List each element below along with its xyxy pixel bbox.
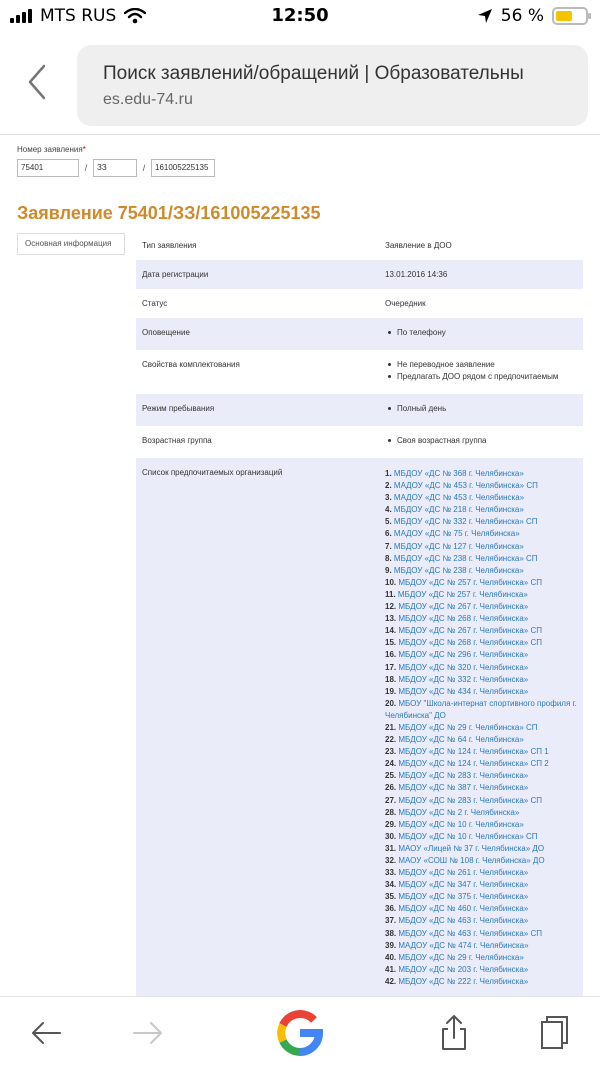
org-list-item[interactable] (385, 831, 583, 843)
org-link[interactable]: МБДОУ «ДС № 283 г. Челябинска» СП (398, 795, 542, 805)
org-link[interactable]: МБДОУ «ДС № 64 г. Челябинска» (398, 735, 524, 745)
row-status: Статус Очередник (142, 299, 426, 308)
org-link[interactable]: МАОУ «Лицей № 37 г. Челябинска» ДО (398, 843, 545, 853)
org-number: 41. (385, 964, 397, 974)
org-number: 15. (385, 638, 397, 648)
org-link[interactable]: МБДОУ «ДС № 124 г. Челябинска» СП 1 (398, 747, 549, 757)
org-number: 29. (385, 819, 397, 829)
org-link[interactable]: МБДОУ «ДС № 268 г. Челябинска» (398, 614, 529, 624)
org-link[interactable]: МБДОУ «ДС № 124 г. Челябинска» СП 2 (398, 759, 549, 769)
org-link[interactable]: МБДОУ «ДС № 283 г. Челябинска» (398, 771, 529, 781)
org-number: 32. (385, 856, 397, 865)
org-number: 1. (385, 469, 392, 478)
org-list-item[interactable] (385, 601, 583, 613)
org-link[interactable]: МБДОУ «ДС № 261 г. Челябинска» (398, 868, 529, 878)
org-link[interactable]: МБДОУ «ДС № 463 г. Челябинска» СП (398, 928, 542, 938)
org-link[interactable]: МБДОУ «ДС № 10 г. Челябинска» (398, 819, 524, 829)
application-details-table (136, 231, 583, 996)
org-number: 5. (385, 517, 392, 527)
page-content (0, 134, 600, 996)
carrier-name: MTS RUS (40, 6, 117, 26)
org-number: 40. (385, 952, 397, 962)
org-link[interactable]: МБДОУ «ДС № 434 г. Челябинска» (398, 686, 529, 696)
location-arrow-icon (477, 8, 493, 24)
org-number: 12. (385, 602, 397, 612)
status-bar (0, 0, 600, 34)
battery-level (556, 11, 572, 21)
row-stay-mode: Режим пребывания Полный день (136, 394, 583, 426)
org-list-item[interactable] (385, 662, 583, 674)
org-number: 14. (385, 626, 397, 636)
org-number: 3. (385, 493, 392, 503)
row-age-group: Возрастная группа Своя возрастная группа (136, 426, 583, 458)
org-number: 11. (385, 589, 396, 599)
row-type: Тип заявления Заявление в ДОО (142, 241, 452, 250)
chevron-left-icon[interactable] (20, 62, 56, 102)
org-link[interactable]: МБДОУ «ДС № 296 г. Челябинска» (398, 650, 529, 660)
org-number: 4. (385, 505, 392, 515)
org-list-item[interactable] (385, 589, 583, 601)
org-list-item[interactable] (385, 613, 583, 625)
org-list-item[interactable] (385, 891, 583, 903)
org-link[interactable]: МАДОУ «ДС № 453 г. Челябинска» (393, 493, 525, 503)
org-list-item[interactable] (385, 867, 583, 879)
org-list-item[interactable] (385, 468, 583, 480)
org-number: 19. (385, 686, 397, 696)
org-link[interactable]: МАДОУ «ДС № 453 г. Челябинска» СП (393, 481, 538, 491)
org-list-item[interactable] (385, 782, 583, 794)
org-link[interactable]: МБДОУ «ДС № 387 г. Челябинска» (398, 783, 529, 793)
org-list-item[interactable] (385, 952, 583, 964)
org-list-item[interactable] (385, 480, 583, 492)
org-link[interactable]: МБДОУ «ДС № 332 г. Челябинска» СП (393, 517, 538, 527)
org-link[interactable]: МАДОУ «ДС № 75 г. Челябинска» (393, 529, 520, 539)
org-link[interactable]: МБДОУ «ДС № 222 г. Челябинска» (398, 976, 529, 986)
org-number: 33. (385, 868, 397, 878)
row-allocation-properties: Свойства комплектования Не переводное заявление Предлагать ДОО рядом с предпочитаемым (136, 350, 583, 394)
org-list-item[interactable] (385, 940, 583, 952)
org-number: 20. (385, 698, 397, 708)
org-list-item[interactable] (385, 565, 583, 577)
row-registration-date: Дата регистрации 13.01.2016 14:36 (136, 260, 583, 289)
org-link[interactable]: МАДОУ «ДС № 474 г. Челябинска» (398, 940, 529, 950)
org-list-item[interactable] (385, 625, 583, 637)
org-number: 27. (385, 795, 397, 805)
org-link[interactable]: МБДОУ «ДС № 268 г. Челябинска» СП (398, 638, 542, 648)
org-number: 2. (385, 481, 392, 491)
row-notification: Оповещение По телефону (136, 318, 583, 350)
org-link[interactable]: МБДОУ «ДС № 127 г. Челябинска» (393, 541, 524, 551)
org-list-item[interactable] (385, 807, 583, 819)
org-number: 38. (385, 928, 397, 938)
org-link[interactable]: МБДОУ «ДС № 332 г. Челябинска» (398, 674, 529, 684)
application-number-label: Номер заявления* (17, 145, 86, 154)
list-item: Не переводное заявление (385, 360, 583, 369)
org-number: 30. (385, 831, 397, 841)
org-link[interactable]: МБДОУ «ДС № 463 г. Челябинска» (398, 916, 529, 926)
preferred-orgs-list (385, 468, 583, 988)
org-link[interactable]: МБДОУ «ДС № 368 г. Челябинска» (393, 469, 524, 478)
org-list-item[interactable] (385, 528, 583, 540)
org-list-item[interactable] (385, 758, 583, 770)
org-link[interactable]: МБДОУ «ДС № 347 г. Челябинска» (398, 880, 529, 890)
org-number: 17. (385, 662, 397, 672)
browser-address-bar (0, 34, 600, 134)
tab-main-info[interactable]: Основная информация (17, 233, 125, 255)
org-list-item[interactable] (385, 843, 583, 855)
org-number: 21. (385, 722, 397, 732)
org-list-item[interactable] (385, 722, 583, 734)
org-list-item[interactable] (385, 928, 583, 940)
org-number: 24. (385, 759, 397, 769)
tabs-icon[interactable] (534, 1013, 574, 1053)
clock: 12:50 (271, 5, 329, 26)
org-link[interactable]: МБДОУ «ДС № 2 г. Челябинска» (398, 807, 520, 817)
list-item: По телефону (385, 328, 583, 337)
org-link[interactable]: МБДОУ «ДС № 257 г. Челябинска» (397, 589, 528, 599)
org-link[interactable]: МБДОУ «ДС № 375 г. Челябинска» (398, 892, 529, 902)
application-title: Заявление 75401/ЗЗ/161005225135 (17, 203, 321, 223)
application-number-row: 75401 / ЗЗ / 161005225135 (17, 159, 215, 177)
org-list-item[interactable] (385, 879, 583, 891)
org-number: 36. (385, 904, 397, 914)
org-link[interactable]: МБДОУ «ДС № 460 г. Челябинска» (398, 904, 529, 914)
org-link[interactable]: МБДОУ «ДС № 218 г. Челябинска» (393, 505, 524, 515)
org-list-item[interactable] (385, 492, 583, 504)
org-list-item[interactable] (385, 964, 583, 976)
org-number: 28. (385, 807, 397, 817)
org-list-item[interactable] (385, 674, 583, 686)
org-link[interactable]: МБОУ "Школа-интернат спортивного профиля г. Челябинска" ДО (385, 698, 577, 720)
back-arrow-icon[interactable] (26, 1013, 66, 1053)
org-list-item[interactable] (385, 698, 583, 722)
org-list-item[interactable] (385, 915, 583, 927)
org-number: 22. (385, 735, 397, 745)
list-item: Предлагать ДОО рядом с предпочитаемым (385, 372, 583, 381)
number-part3-input[interactable]: 161005225135 (151, 159, 215, 177)
org-number: 23. (385, 747, 397, 757)
page-title: Поиск заявлений/обращений | Образовательны (103, 63, 524, 84)
org-number: 26. (385, 783, 397, 793)
org-number: 39. (385, 940, 397, 950)
org-link[interactable]: МБДОУ «ДС № 267 г. Челябинска» СП (398, 626, 542, 636)
org-list-item[interactable] (385, 516, 583, 528)
org-list-item[interactable] (385, 819, 583, 831)
org-number: 42. (385, 976, 397, 986)
org-list-item[interactable] (385, 976, 583, 988)
list-item: Полный день (385, 404, 583, 413)
org-number: 8. (385, 553, 392, 563)
row-preferred-orgs: Список предпочитаемых организаций 1. МБДОУ «ДС № 368 г. Челябинска» 2. МАДОУ «ДС № 453 г. Челябинска» СП 3. МАДОУ «ДС № 453 г. Челябинска» 4. МБДОУ «ДС № 218 г. Челябинска» 5. МБДОУ «ДС № 332 г. Челябинска» СП 6. МАДОУ «ДС № 75 г. Челябинска» 7. МБДОУ «ДС № 127 г. Челябинска» 8. МБДОУ «ДС № 238 г. Челябинска» СП 9. МБДОУ «ДС № 238 г. Челябинска» 10. МБДОУ «ДС № 257 г. Челябинска» СП 11. МБДОУ «ДС № 257 г. Челябинска» 12. МБДОУ «ДС № 267 г. Челябинска» 13. МБДОУ «ДС № 268 г. Челябинска» 14. МБДОУ «ДС № 267 г. Челябинска» СП 15. МБДОУ «ДС № 268 г. Челябинска» СП 16. МБДОУ «ДС № 296 г. Челябинска» 17. МБДОУ «ДС № 320 г. Челябинска» 18. МБДОУ «ДС № 332 г. Челябинска» 19. МБДОУ «ДС № 434 г. Челябинска» 20. МБОУ "Школа-интернат спортивного профиля г. Челябинска" ДО 21. МБДОУ «ДС № 29 г. Челябинска» СП 22. МБДОУ «ДС № 64 г. Челябинска» 23. МБДОУ «ДС № 124 г. Челябинска» СП 1 24. МБДОУ «ДС № 124 г. Челябинска» СП 2 25. МБДОУ «ДС № 283 г. Челябинска» 26. МБДОУ «ДС № 387 г. Челябинска» 27. МБДОУ «ДС № 283 г. Челябинска» СП 28. МБДОУ «ДС № 2 г. Челябинска» 29. МБДОУ «ДС № 10 г. Челябинска» 30. МБДОУ «ДС № 10 г. Челябинска» СП 31. МАОУ «Лицей № 37 г. Челябинска» ДО 32. МАОУ «СОШ № 108 г. Челябинска» ДО 33. МБДОУ «ДС № 261 г. Челябинска» 34. МБДОУ «ДС № 347 г. Челябинска» 35. МБДОУ «ДС № 375 г. Челябинска» 36. МБДОУ «ДС № 460 г. Челябинска» 37. МБДОУ «ДС № 463 г. Челябинска» 38. МБДОУ «ДС № 463 г. Челябинска» СП 39. МАДОУ «ДС № 474 г. Челябинска» 40. МБДОУ «ДС № 29 г. Челябинска» 41. МБДОУ «ДС № 203 г. Челябинска» 42. МБДОУ «ДС № 222 г. Челябинска» (136, 458, 583, 996)
org-link[interactable]: МБДОУ «ДС № 238 г. Челябинска» СП (393, 553, 538, 563)
list-item: Своя возрастная группа (385, 436, 583, 445)
number-part1-input[interactable]: 75401 (17, 159, 79, 177)
org-link[interactable]: МБДОУ «ДС № 10 г. Челябинска» СП (398, 831, 538, 841)
org-number: 13. (385, 614, 397, 624)
org-list-item[interactable] (385, 553, 583, 565)
org-link[interactable]: МБДОУ «ДС № 238 г. Челябинска» (393, 565, 524, 575)
org-list-item[interactable] (385, 855, 583, 867)
org-list-item[interactable] (385, 504, 583, 516)
org-number: 37. (385, 916, 397, 926)
org-link[interactable]: МБДОУ «ДС № 29 г. Челябинска» (398, 952, 524, 962)
org-link[interactable]: МАОУ «СОШ № 108 г. Челябинска» ДО (398, 856, 545, 865)
org-link[interactable]: МБДОУ «ДС № 203 г. Челябинска» (398, 964, 529, 974)
org-number: 6. (385, 529, 392, 539)
org-number: 9. (385, 565, 392, 575)
org-number: 25. (385, 771, 397, 781)
google-icon[interactable] (275, 1008, 325, 1058)
org-number: 34. (385, 880, 397, 890)
org-list-item[interactable] (385, 577, 583, 589)
forward-arrow-icon[interactable] (128, 1013, 168, 1053)
org-number: 18. (385, 674, 397, 684)
org-number: 31. (385, 843, 397, 853)
org-number: 7. (385, 541, 392, 551)
org-number: 16. (385, 650, 397, 660)
org-number: 35. (385, 892, 397, 902)
page-domain: es.edu-74.ru (103, 91, 193, 108)
number-part2-input[interactable]: ЗЗ (93, 159, 137, 177)
org-list-item[interactable] (385, 746, 583, 758)
org-list-item[interactable] (385, 903, 583, 915)
org-link[interactable]: МБДОУ «ДС № 267 г. Челябинска» (398, 602, 529, 612)
org-list-item[interactable] (385, 649, 583, 661)
org-link[interactable]: МБДОУ «ДС № 29 г. Челябинска» СП (398, 722, 538, 732)
org-list-item[interactable] (385, 795, 583, 807)
org-list-item[interactable] (385, 637, 583, 649)
org-link[interactable]: МБДОУ «ДС № 257 г. Челябинска» СП (398, 577, 542, 587)
org-link[interactable]: МБДОУ «ДС № 320 г. Челябинска» (398, 662, 529, 672)
org-list-item[interactable] (385, 686, 583, 698)
battery-percent: 56 % (500, 6, 544, 26)
org-list-item[interactable] (385, 734, 583, 746)
battery-icon (552, 7, 588, 25)
org-list-item[interactable] (385, 541, 583, 553)
browser-toolbar (0, 996, 600, 1066)
org-list-item[interactable] (385, 770, 583, 782)
org-number: 10. (385, 577, 397, 587)
url-field[interactable] (77, 45, 588, 126)
share-icon[interactable] (434, 1013, 474, 1053)
